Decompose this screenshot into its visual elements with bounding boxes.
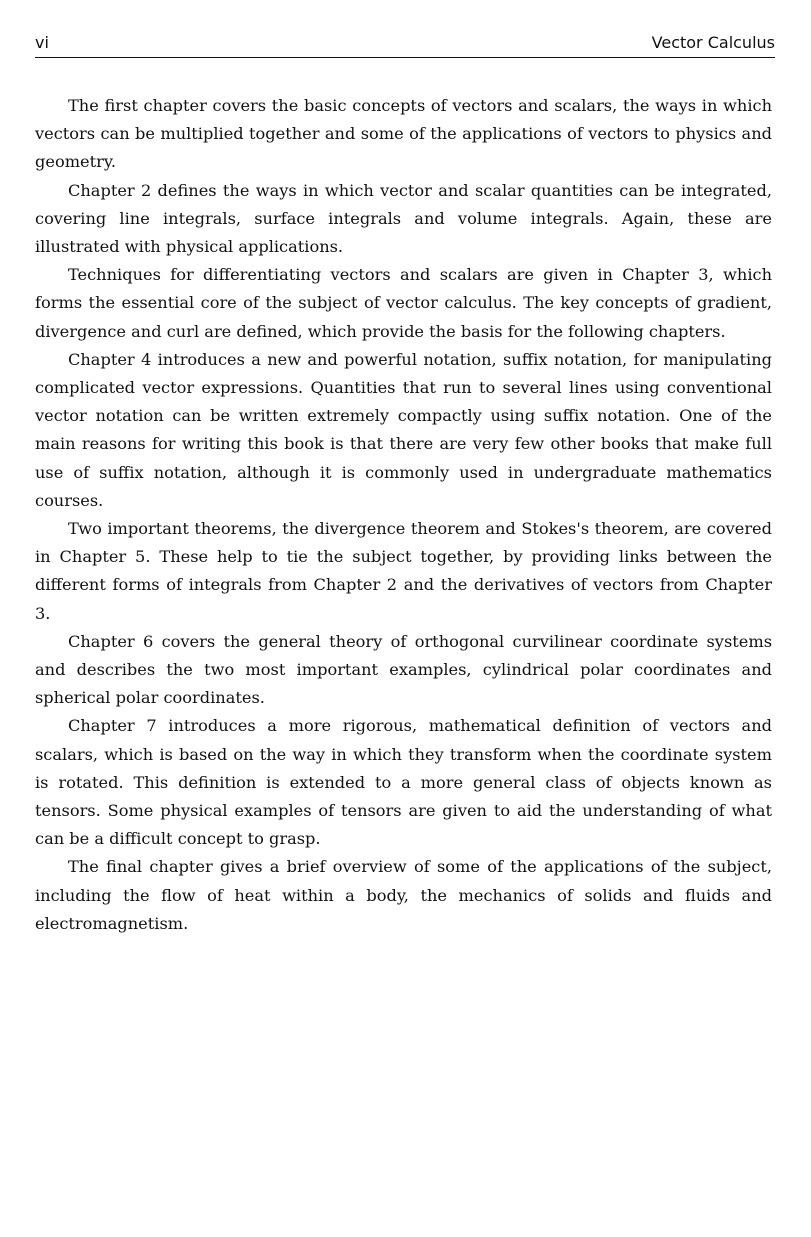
- paragraph-final-chapter: The final chapter gives a brief overview of some of the applications of the subject, including the flow of heat within a body, the mechanics of solids and fluids and electromagnetism.: [35, 857, 772, 933]
- page-number: vi: [35, 33, 49, 52]
- paragraph-chapter-3: Techniques for differentiating vectors and scalars are given in Chapter 3, which forms the essential core of the subject of vector calculus. The key concepts of gradient, divergence and curl are defined, which provide the basis for the following chapters.: [35, 265, 772, 341]
- running-title: Vector Calculus: [651, 33, 775, 52]
- body-text: [35, 92, 772, 938]
- paragraph-chapter-4: Chapter 4 introduces a new and powerful notation, suffix notation, for manipulating complicated vector expressions. Quantities that run to several lines using conventional vector notation can be written extremely compactly using suffix notation. One of the main reasons for writing this book is that there are very few other books that make full use of suffix notation, although it is commonly used in undergraduate mathematics courses.: [35, 349, 772, 510]
- paragraph-chapter-5: Two important theorems, the divergence theorem and Stokes's theorem, are covered in Chapter 5. These help to tie the subject together, by providing links between the different forms of integrals from Chapter 2 and the derivatives of vectors from Chapter 3.: [35, 519, 772, 623]
- paragraph-chapter-1: The first chapter covers the basic concepts of vectors and scalars, the ways in which vectors can be multiplied together and some of the applications of vectors to physics and geometry.: [35, 96, 772, 172]
- paragraph-chapter-2: Chapter 2 defines the ways in which vector and scalar quantities can be integrated, covering line integrals, surface integrals and volume integrals. Again, these are illustrated with physical applications.: [35, 180, 772, 257]
- paragraph-chapter-6: Chapter 6 covers the general theory of orthogonal curvilinear coordinate systems and describes the two most important examples, cylindrical polar coordinates and spherical polar coordinates.: [35, 631, 772, 708]
- running-head: [35, 33, 775, 55]
- header-rule: [35, 57, 775, 58]
- paragraph-chapter-7: Chapter 7 introduces a more rigorous, mathematical definition of vectors and scalars, which is based on the way in which they transform when the coordinate system is rotated. This definition is extended to a more general class of objects known as tensors. Some physical examples of tensors are given to aid the understanding of what can be a difficult concept to grasp.: [35, 716, 772, 849]
